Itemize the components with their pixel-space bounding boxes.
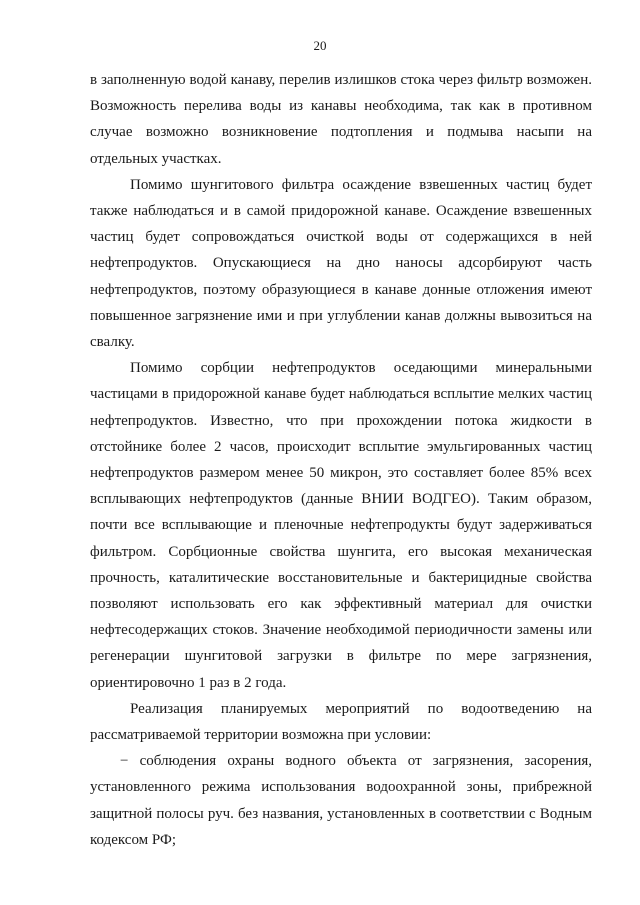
paragraph-shungite-filter: Помимо шунгитового фильтра осаждение взвешенных частиц будет также наблюдаться и в самой придорожной канаве. Осаждение взвешенных частиц будет сопровождаться очисткой воды от содержащихся в ней нефтепродуктов. Опускающиеся на дно наносы адсорбируют часть нефтепродуктов, поэтому образующиеся в канаве донные отложения имеют повышенное загрязнение ими и при углублении канав должны вывозиться на свалку. — [90, 176, 592, 351]
page-number: 20 — [313, 38, 327, 53]
list-item-water-protection: − соблюдения охраны водного объекта от загрязнения, засорения, установленного режима использования водоохранной зоны, прибрежной защитной полосы руч. без названия, установленных в соответствии с Водным кодексом РФ; — [90, 753, 592, 848]
paragraph-implementation: Реализация планируемых мероприятий по водоотведению на рассматриваемой территории возможна при условии: — [90, 700, 592, 744]
paragraph-continuation: в заполненную водой канаву, перелив излишков стока через фильтр возможен. Возможность перелива воды из канавы необходима, так как в противном случае возможно возникновение подтопления и подмыва насыпи на отдельных участках. — [90, 72, 592, 167]
paragraph-sorption: Помимо сорбции нефтепродуктов оседающими минеральными частицами в придорожной канаве будет наблюдаться всплытие мелких частиц нефтепродуктов. Известно, что при прохождении потока жидкости в отстойнике более 2 часов, происходит всплытие эмульгированных частиц нефтепродуктов размером менее 50 микрон, это составляет более 85% всех всплывающих нефтепродуктов (данные ВНИИ ВОДГЕО). Таким образом, почти все всплывающие и пленочные нефтепродукты будут задерживаться фильтром. Сорбционные свойства шунгита, его высокая механическая прочность, каталитические восстановительные и бактерицидные свойства позволяют использовать его как эффективный материал для очистки нефтесодержащих стоков. Значение необходимой периодичности замены или регенерации шунгитовой загрузки в фильтре по мере загрязнения, ориентировочно 1 раз в 2 года. — [90, 360, 592, 691]
document-body — [90, 67, 592, 853]
